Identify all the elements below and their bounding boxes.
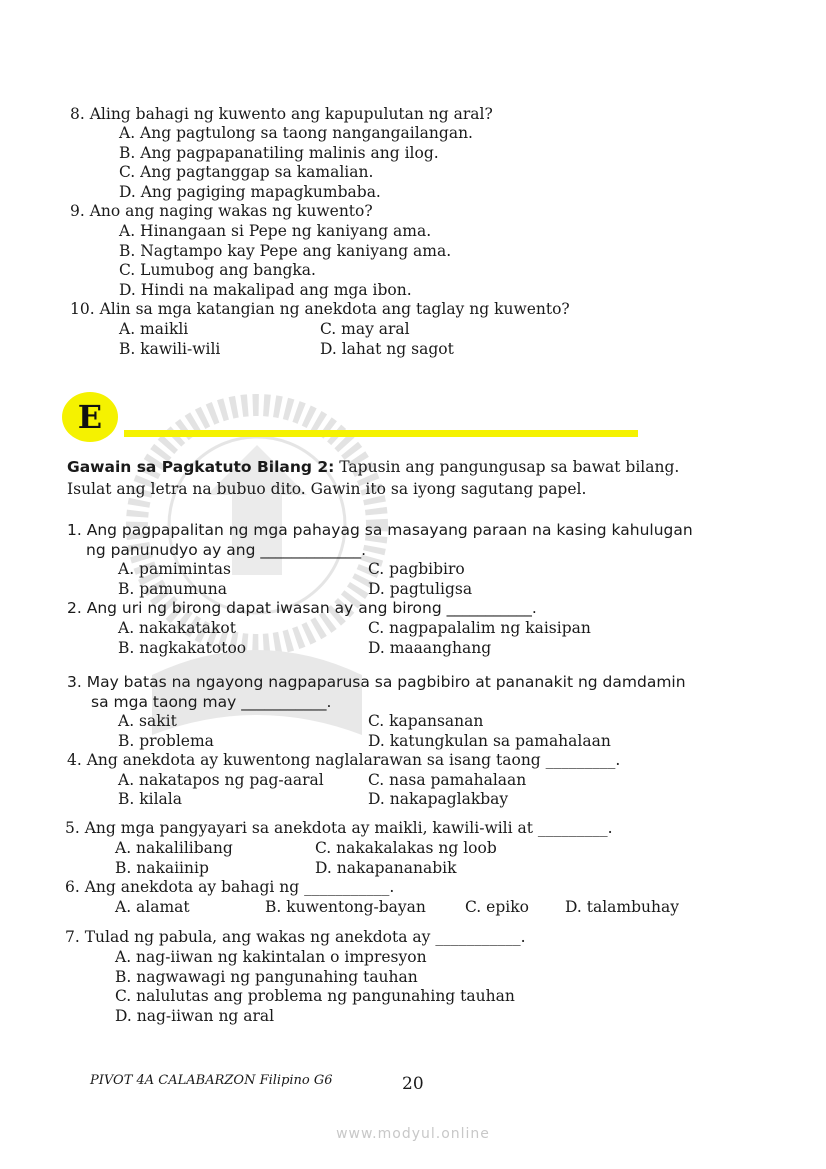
text-line: A. nakalilibang bbox=[115, 839, 233, 857]
text-line: B. nagkakatotoo bbox=[118, 639, 247, 657]
text-line: 7. Tulad ng pabula, ang wakas ng anekdota ay ___________. bbox=[65, 928, 526, 946]
text-line: B. nagwawagi ng pangunahing tauhan bbox=[115, 968, 418, 986]
text-line: C. pagbibiro bbox=[368, 560, 465, 578]
text-line: C. nalulutas ang problema ng pangunahing tauhan bbox=[115, 987, 515, 1005]
text-line: 8. Aling bahagi ng kuwento ang kapupulutan ng aral? bbox=[70, 105, 493, 123]
text-line: B. pamumuna bbox=[118, 580, 227, 598]
site-watermark: www.modyul.online bbox=[336, 1126, 490, 1142]
section-divider-bar bbox=[124, 430, 638, 437]
text-line: B. problema bbox=[118, 732, 214, 750]
text-line: A. alamat bbox=[115, 898, 190, 916]
text-line: A. Ang pagtulong sa taong nangangailangan. bbox=[119, 124, 473, 142]
text-line: 1. Ang pagpapalitan ng mga pahayag sa masayang paraan na kasing kahulugan bbox=[67, 521, 693, 539]
text-line: 2. Ang uri ng birong dapat iwasan ay ang birong ___________. bbox=[67, 599, 537, 617]
text-line: 10. Alin sa mga katangian ng anekdota ang taglay ng kuwento? bbox=[70, 300, 570, 318]
text-line: A. nag-iiwan ng kakintalan o impresyon bbox=[115, 948, 427, 966]
text-line: 4. Ang anekdota ay kuwentong naglalarawan sa isang taong _________. bbox=[67, 751, 621, 769]
text-line: C. Lumubog ang bangka. bbox=[119, 261, 316, 279]
instruction-text: Tapusin ang pangungusap sa bawat bilang. bbox=[334, 458, 680, 476]
text-line: C. kapansanan bbox=[368, 712, 484, 730]
text-line: B. Nagtampo kay Pepe ang kaniyang ama. bbox=[119, 242, 452, 260]
text-line: D. lahat ng sagot bbox=[320, 340, 454, 358]
text-line: A. sakit bbox=[118, 712, 177, 730]
text-line: sa mga taong may ___________. bbox=[91, 693, 332, 711]
text-line: C. nasa pamahalaan bbox=[368, 771, 527, 789]
text-line: C. epiko bbox=[465, 898, 529, 916]
text-line: B. kawili-wili bbox=[119, 340, 221, 358]
text-line: A. nakatapos ng pag-aaral bbox=[118, 771, 324, 789]
footer-module-title: PIVOT 4A CALABARZON Filipino G6 bbox=[90, 1073, 333, 1088]
text-line: C. Ang pagtanggap sa kamalian. bbox=[119, 163, 374, 181]
text-line: A. maikli bbox=[119, 320, 189, 338]
section-letter: E bbox=[77, 398, 103, 436]
text-line: D. nag-iiwan ng aral bbox=[115, 1007, 275, 1025]
text-line: 6. Ang anekdota ay bahagi ng ___________. bbox=[65, 878, 395, 896]
page-number: 20 bbox=[402, 1074, 424, 1094]
instruction-line-2: Isulat ang letra na bubuo dito. Gawin ito sa iyong sagutang papel. bbox=[67, 480, 587, 498]
text-line: C. may aral bbox=[320, 320, 410, 338]
text-line: A. pamimintas bbox=[118, 560, 231, 578]
text-line: A. nakakatakot bbox=[118, 619, 236, 637]
text-line: D. nakapananabik bbox=[315, 859, 457, 877]
text-line: C. nakakalakas ng loob bbox=[315, 839, 497, 857]
text-line: A. Hinangaan si Pepe ng kaniyang ama. bbox=[119, 222, 432, 240]
text-line: D. nakapaglakbay bbox=[368, 790, 509, 808]
text-line: B. kilala bbox=[118, 790, 182, 808]
text-line: 5. Ang mga pangyayari sa anekdota ay maikli, kawili-wili at _________. bbox=[65, 819, 613, 837]
text-line: D. Hindi na makalipad ang mga ibon. bbox=[119, 281, 412, 299]
instruction-line-1 bbox=[67, 457, 679, 477]
text-line: 9. Ano ang naging wakas ng kuwento? bbox=[70, 202, 373, 220]
text-line: B. Ang pagpapanatiling malinis ang ilog. bbox=[119, 144, 439, 162]
text-line: C. nagpapalalim ng kaisipan bbox=[368, 619, 591, 637]
text-line: B. kuwentong-bayan bbox=[265, 898, 426, 916]
text-line: D. pagtuligsa bbox=[368, 580, 473, 598]
text-line: D. talambuhay bbox=[565, 898, 679, 916]
text-line: B. nakaiinip bbox=[115, 859, 209, 877]
text-line: D. maaanghang bbox=[368, 639, 492, 657]
text-line: 3. May batas na ngayong nagpaparusa sa pagbibiro at pananakit ng damdamin bbox=[67, 673, 686, 691]
text-line: D. katungkulan sa pamahalaan bbox=[368, 732, 611, 750]
text-line: ng panunudyo ay ang _____________. bbox=[86, 541, 367, 559]
text-line: D. Ang pagiging mapagkumbaba. bbox=[119, 183, 381, 201]
instruction-title: Gawain sa Pagkatuto Bilang 2: bbox=[67, 458, 335, 476]
